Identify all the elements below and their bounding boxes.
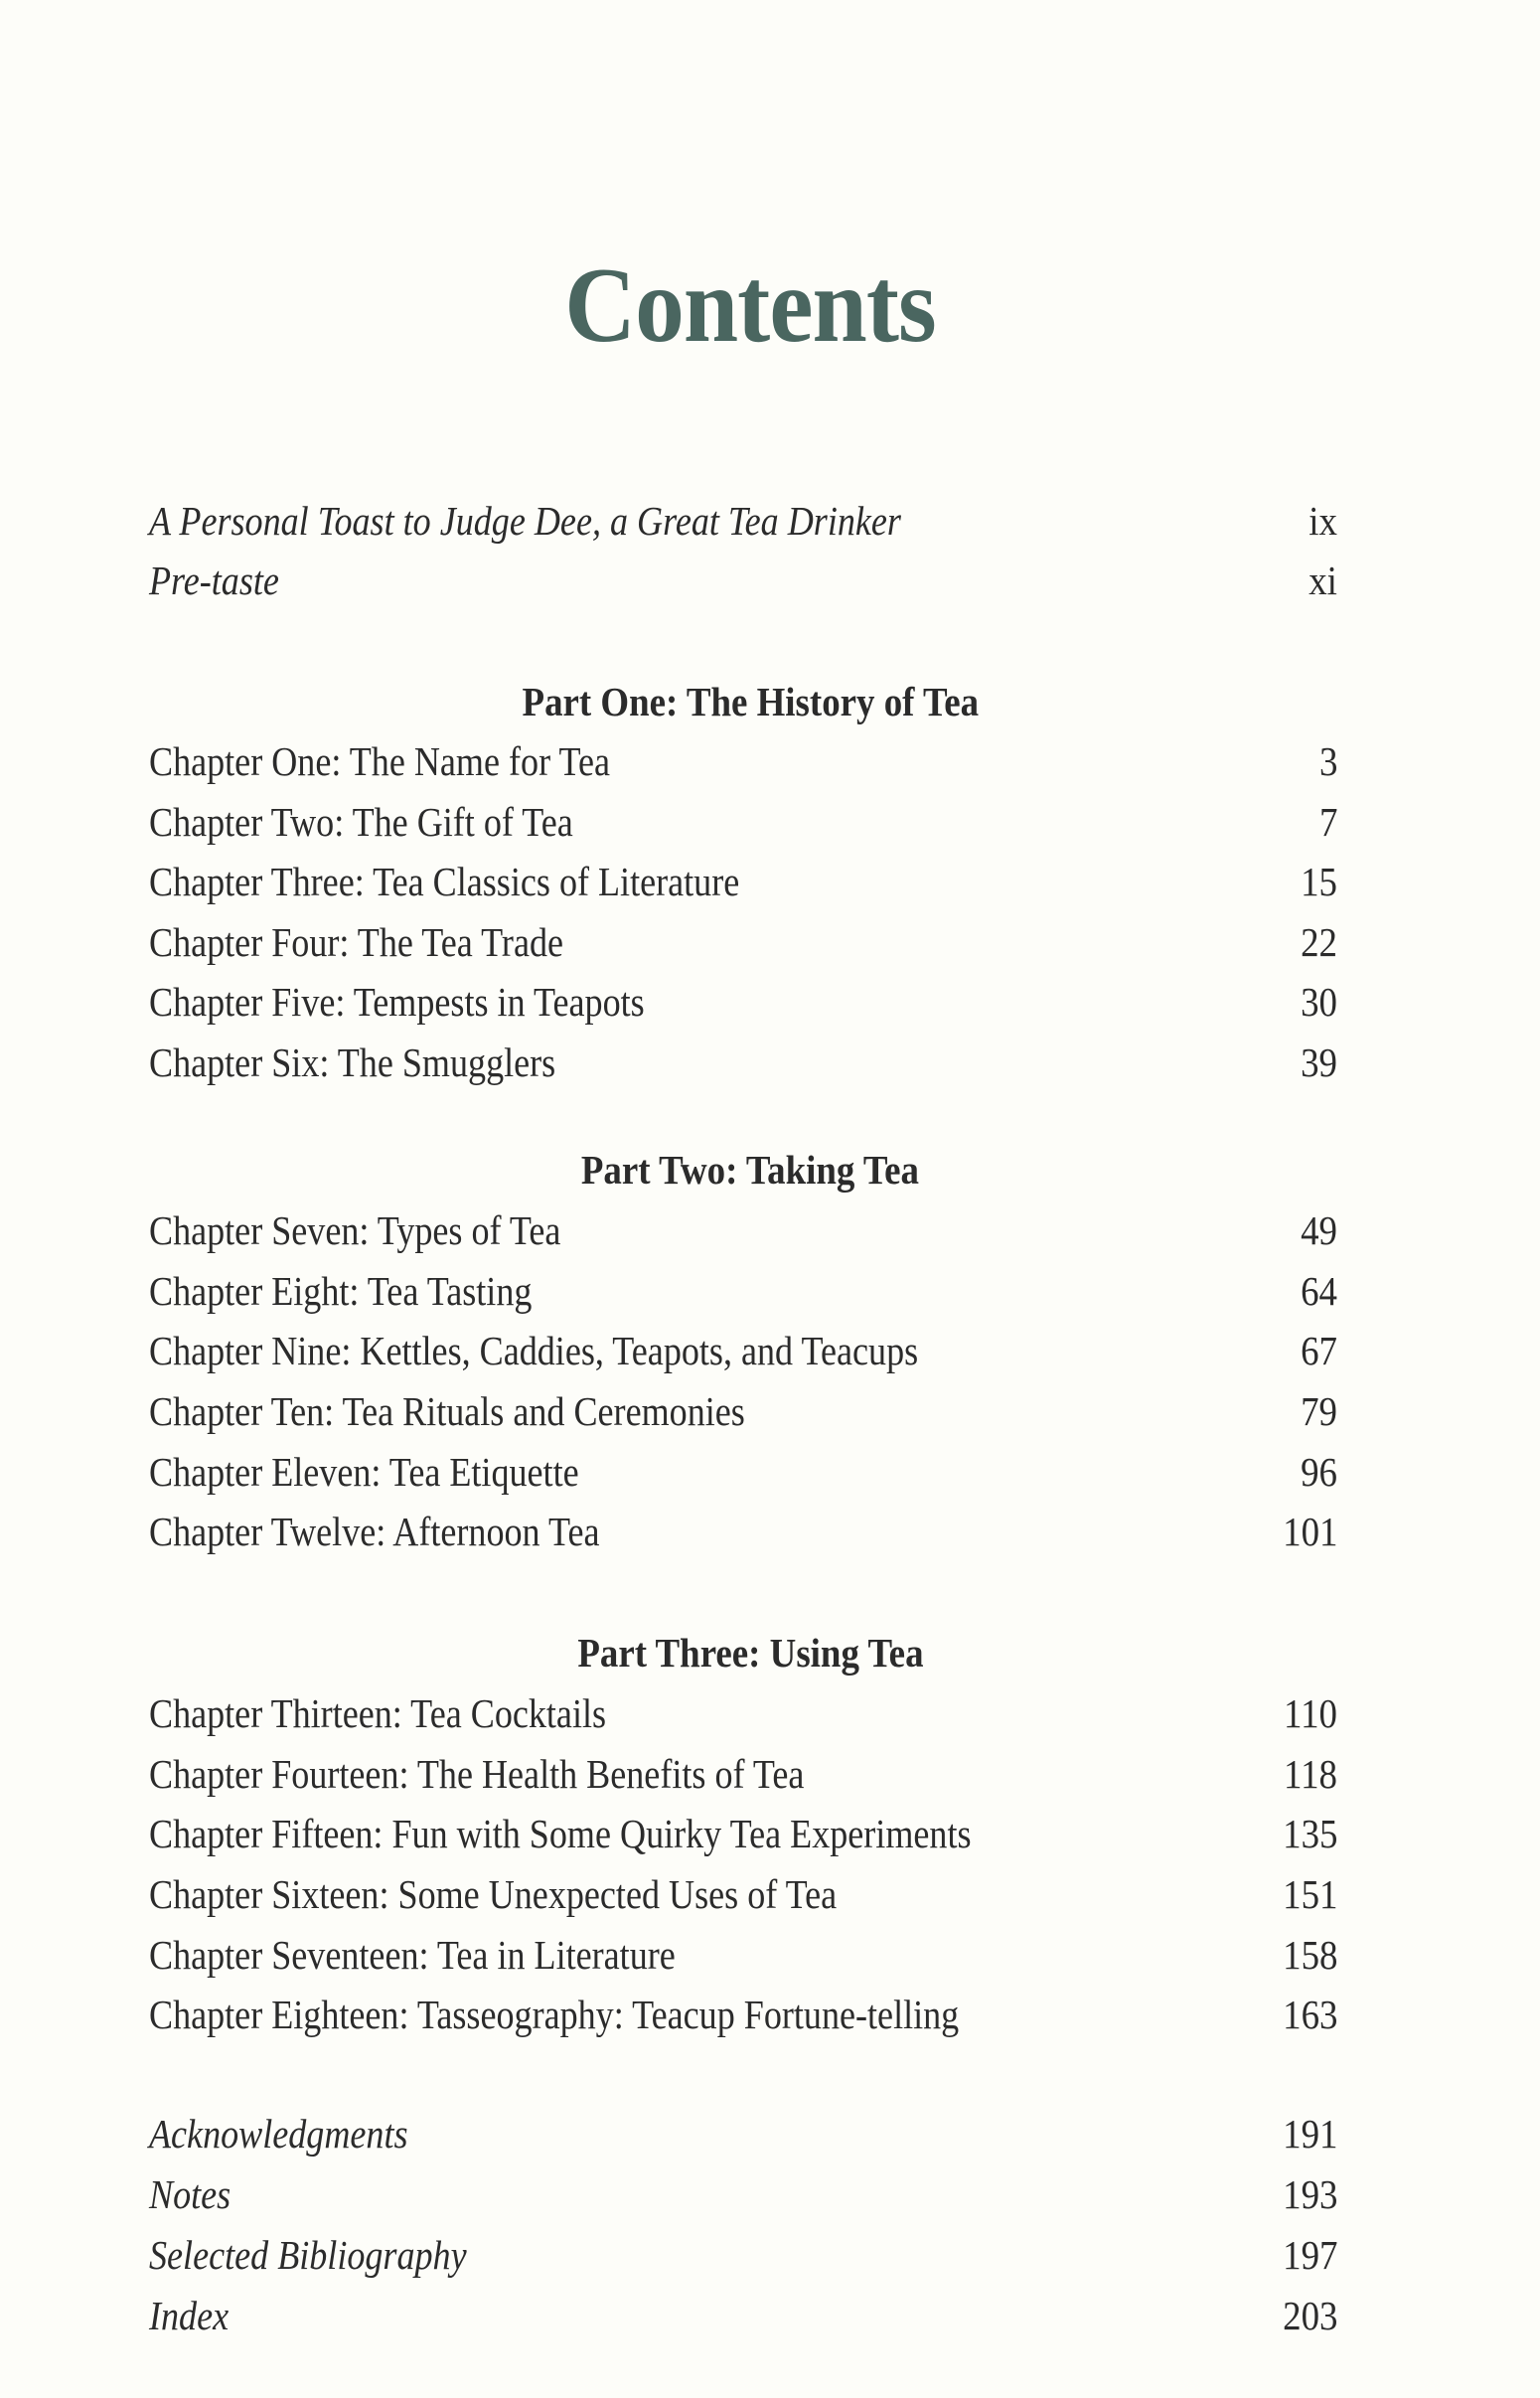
- toc-entry-page: 30: [1301, 979, 1337, 1025]
- toc-entry-label: Chapter Six: The Smugglers: [149, 1039, 556, 1085]
- toc-entry-label: Chapter Nine: Kettles, Caddies, Teapots, and Teacups: [149, 1328, 919, 1373]
- toc-entry-label: Chapter Seventeen: Tea in Literature: [149, 1932, 676, 1978]
- toc-entry-page: 197: [1282, 2232, 1337, 2278]
- toc-entry-chapter[interactable]: [149, 1202, 1337, 1258]
- toc-entry-page: ix: [1309, 498, 1337, 544]
- toc-entry-chapter[interactable]: [149, 1685, 1337, 1741]
- toc-entry-label: Notes: [149, 2171, 231, 2217]
- toc-entry-label: Chapter Five: Tempests in Teapots: [149, 979, 645, 1025]
- toc-entry-page: 118: [1284, 1751, 1337, 1797]
- part-heading: Part Three: Using Tea: [576, 1630, 924, 1676]
- toc-entry-page: 7: [1318, 799, 1337, 845]
- toc-entry-label: Chapter Fourteen: The Health Benefits of Tea: [149, 1751, 805, 1797]
- toc-entry-back-matter[interactable]: [149, 2288, 1337, 2343]
- toc-entry-chapter[interactable]: [149, 1987, 1337, 2042]
- toc-entry-label: Chapter Fifteen: Fun with Some Quirky Tea Experiments: [149, 1811, 972, 1856]
- toc-entry-chapter[interactable]: [149, 1746, 1337, 1802]
- toc-entry-chapter[interactable]: [149, 1444, 1337, 1500]
- toc-entry-label: Chapter Three: Tea Classics of Literature: [149, 859, 740, 904]
- toc-entry-label: Chapter Seven: Types of Tea: [149, 1207, 561, 1253]
- toc-entry-page: 203: [1282, 2293, 1337, 2338]
- toc-entry-chapter[interactable]: [149, 1504, 1337, 1559]
- page-title: Contents: [564, 246, 936, 365]
- toc-entry-page: 79: [1301, 1388, 1337, 1434]
- toc-entry-label: Pre-taste: [149, 558, 279, 603]
- toc-entry-page: xi: [1309, 558, 1337, 603]
- toc-entry-chapter[interactable]: [149, 1035, 1337, 1090]
- toc-entry-page: 193: [1282, 2171, 1337, 2217]
- toc-entry-label: Chapter Eight: Tea Tasting: [149, 1268, 533, 1314]
- toc-entry-chapter[interactable]: [149, 794, 1337, 850]
- toc-entry-chapter[interactable]: [149, 974, 1337, 1030]
- toc-entry-label: Chapter Four: The Tea Trade: [149, 919, 564, 965]
- toc-entry-label: Chapter One: The Name for Tea: [149, 738, 611, 784]
- part-heading: Part One: The History of Tea: [522, 679, 979, 724]
- toc-entry-page: 158: [1282, 1932, 1337, 1978]
- toc-entry-label: Chapter Twelve: Afternoon Tea: [149, 1509, 600, 1554]
- toc-entry-chapter[interactable]: [149, 733, 1337, 789]
- toc-entry-label: Chapter Ten: Tea Rituals and Ceremonies: [149, 1388, 745, 1434]
- toc-entry-page: 67: [1301, 1328, 1337, 1373]
- toc-entry-chapter[interactable]: [149, 1383, 1337, 1439]
- toc-entry-page: 151: [1282, 1871, 1337, 1917]
- part-heading: Part Two: Taking Tea: [580, 1147, 920, 1193]
- toc-entry-back-matter[interactable]: [149, 2227, 1337, 2283]
- toc-entry-page: 135: [1282, 1811, 1337, 1856]
- toc-entry-label: Acknowledgments: [149, 2111, 408, 2157]
- toc-entry-page: 22: [1301, 919, 1337, 965]
- toc-entry-label: Chapter Eleven: Tea Etiquette: [149, 1449, 579, 1495]
- toc-entry-page: 110: [1284, 1690, 1337, 1736]
- toc-entry-label: Selected Bibliography: [149, 2232, 467, 2278]
- toc-entry-chapter[interactable]: [149, 1806, 1337, 1861]
- toc-entry-label: Chapter Two: The Gift of Tea: [149, 799, 573, 845]
- toc-entry-page: 39: [1301, 1039, 1337, 1085]
- toc-entry-chapter[interactable]: [149, 1866, 1337, 1922]
- toc-entry-front-matter[interactable]: [149, 493, 1337, 549]
- toc-entry-label: Chapter Thirteen: Tea Cocktails: [149, 1690, 607, 1736]
- toc-entry-back-matter[interactable]: [149, 2106, 1337, 2161]
- toc-entry-back-matter[interactable]: [149, 2166, 1337, 2222]
- toc-entry-page: 15: [1301, 859, 1337, 904]
- toc-entry-label: Index: [149, 2293, 230, 2338]
- toc-entry-chapter[interactable]: [149, 1263, 1337, 1319]
- toc-entry-chapter[interactable]: [149, 854, 1337, 909]
- toc-entry-label: A Personal Toast to Judge Dee, a Great Tea Drinker: [149, 498, 901, 544]
- toc-entry-chapter[interactable]: [149, 914, 1337, 970]
- toc-entry-page: 3: [1318, 738, 1337, 784]
- toc-entry-label: Chapter Eighteen: Tasseography: Teacup Fortune-telling: [149, 1992, 960, 2037]
- toc-entry-page: 64: [1301, 1268, 1337, 1314]
- toc-entry-page: 163: [1282, 1992, 1337, 2037]
- toc-entry-page: 49: [1301, 1207, 1337, 1253]
- toc-entry-label: Chapter Sixteen: Some Unexpected Uses of Tea: [149, 1871, 838, 1917]
- toc-entry-front-matter[interactable]: [149, 553, 1337, 608]
- toc-entry-page: 96: [1301, 1449, 1337, 1495]
- toc-entry-page: 191: [1282, 2111, 1337, 2157]
- toc-entry-chapter[interactable]: [149, 1927, 1337, 1983]
- toc-entry-chapter[interactable]: [149, 1323, 1337, 1378]
- toc-entry-page: 101: [1282, 1509, 1337, 1554]
